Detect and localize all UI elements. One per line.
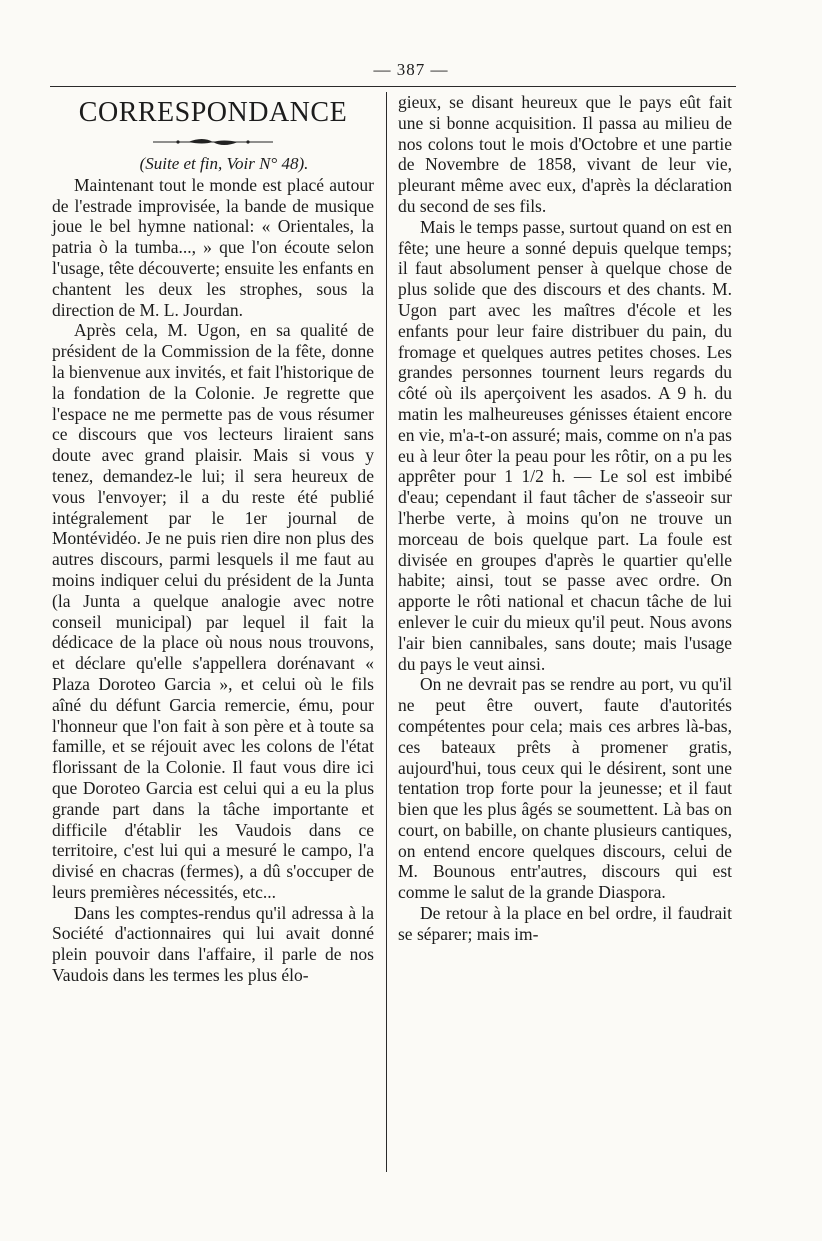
page-number: — 387 — [373, 60, 449, 79]
paragraph: De retour à la place en bel ordre, il faudrait se séparer; mais im- [398, 903, 732, 944]
paragraph: Après cela, M. Ugon, en sa qualité de président de la Commission de la fête, donne la bienvenue aux invités, et fait l'historique de la fondation de la Colonie. Je regrette que l'espace ne me permette pas de vous résumer ce discours que vos lecteurs liraient sans doute avec grand plaisir. Mais si vous y tenez, demandez-le lui; il sera heureux de vous l'envoyer; il a du reste été publié intégralement par le 1er journal de Montévidéo. Je ne puis rien dire non plus des autres discours, parmi lesquels il me faut au moins indiquer celui du président de la Junta (la Junta a quelque analogie avec notre conseil municipal) par lequel il fait la dédicace de la place où nous nous trouvons, et déclare qu'elle s'appellera dorénavant « Plaza Doroteo Garcia », et celui où le fils aîné du défunt Garcia remercie, ému, pour l'honneur que l'on fait à son père et à toute sa famille, et se réjouit avec les colons de l'état florissant de la Colonie. Il faut vous dire ici que Doroteo Garcia est celui qui a eu la plus grande part dans la tâche importante et difficile d'établir les Vaudois dans ce territoire, c'est lui qui a mesuré le campo, l'a divisé en chacras (fermes), a dû s'occuper de leurs premières nécessités, etc... [52, 320, 374, 902]
paragraph: On ne devrait pas se rendre au port, vu qu'il ne peut être ouvert, faute d'autorités compétentes pour cela; mais ces arbres là-bas, ces bateaux prêts à promener gratis, aujourd'hui, tous ceux qui le désirent, sont une tentation trop forte pour la jeunesse; et il faut bien que les plus âgés se soumettent. Là bas on court, on babille, on chante plusieurs cantiques, on entend encore quelques discours, celui de M. Bounous entr'autres, discours qui est comme le salut de la grande Diaspora. [398, 674, 732, 903]
top-rule [50, 86, 736, 87]
column-divider [386, 92, 387, 1172]
source-reference: (Suite et fin, Voir N° 48). [139, 154, 309, 173]
article-heading: CORRESPONDANCE [78, 97, 348, 128]
ornament-divider [52, 134, 374, 154]
right-column [398, 92, 732, 945]
paragraph: Dans les comptes-rendus qu'il adressa à la Société d'actionnaires qui lui avait donné plein pouvoir dans l'affaire, il parle de nos Vaudois dans les termes les plus élo- [52, 902, 374, 986]
paragraph: gieux, se disant heureux que le pays eût fait une si bonne acquisition. Il passa au milieu de nos colons tout le mois d'Octobre et une partie de Novembre de 1858, vivant de leur vie, pleurant même avec eux, d'après la déclaration du second de ses fils. [398, 92, 732, 216]
left-column [52, 92, 374, 986]
paragraph: Mais le temps passe, surtout quand on est en fête; une heure a sonné depuis quelque temps; il faut absolument penser à quelque chose de plus solide que des discours et des chants. M. Ugon part avec les maîtres d'école et les enfants pour leur faire distribuer du pain, du fromage et quelques autres petites choses. Les grandes personnes tournent leurs regards du côté où ils aperçoivent les asados. A 9 h. du matin les malheureuses génisses étaient encore en vie, m'a-t-on assuré; mais, comme on n'a pas eu à leur ôter la peau pour les rôtir, on a pu les apprêter pour 1 1/2 h. — Le sol est imbibé d'eau; cependant il faut tâcher de s'asseoir sur l'herbe verte, à moins qu'on ne trouve un morceau de bois quelque part. La foule est divisée en groupes d'après le quartier qu'elle habite; ainsi, tout se passe avec ordre. On apporte le rôti national et chacun tâche de lui enlever le cuir du mieux qu'il peut. Nous avons l'air bien cannibales, sans doute; mais l'usage du pays le veut ainsi. [398, 216, 732, 674]
paragraph: Maintenant tout le monde est placé autour de l'estrade improvisée, la bande de musique joue le bel hymne national: « Orientales, la patria ò la tumba..., » que l'on écoute selon l'usage, tête découverte; ensuite les enfants en chantent les deux les strophes, sous la direction de M. L. Jourdan. [52, 174, 374, 320]
